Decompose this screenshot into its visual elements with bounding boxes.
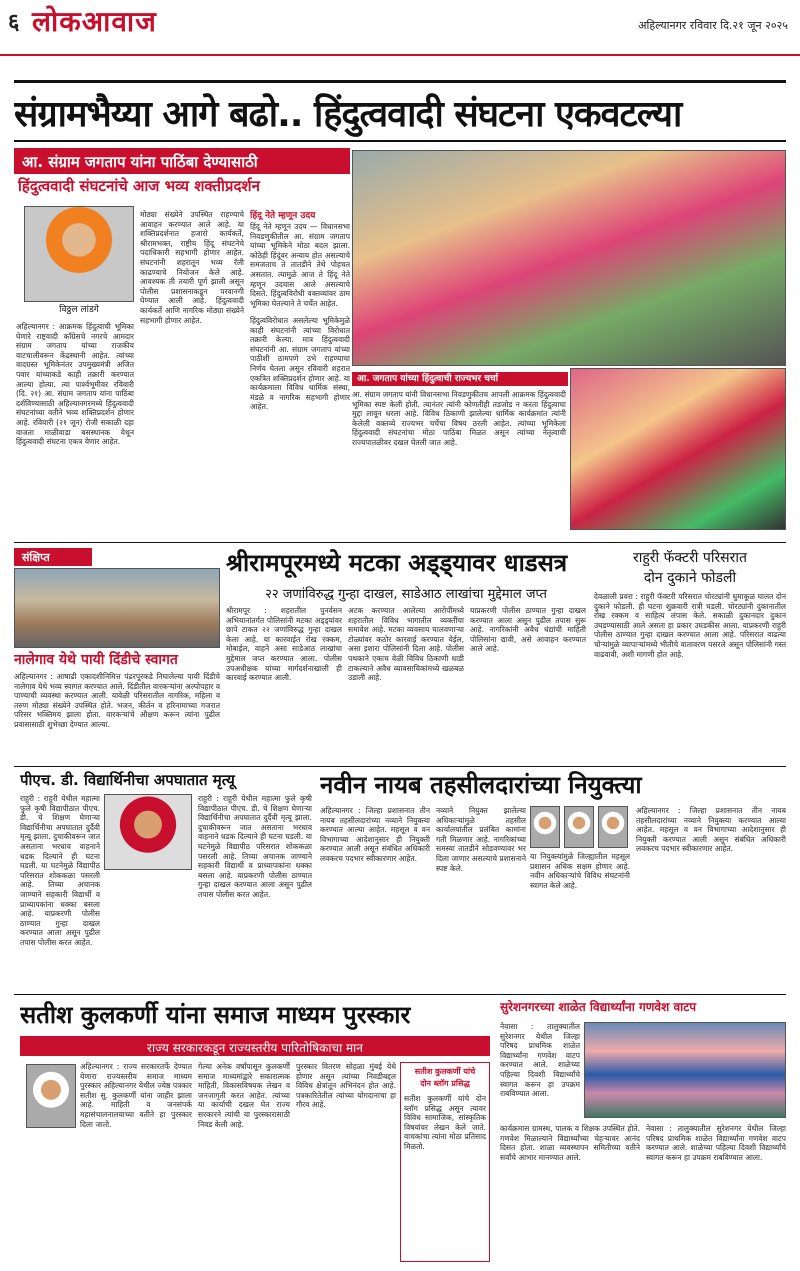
photo-caption: विठ्ठल लांडगे	[24, 302, 134, 316]
blog-box-heading-1: सतीश कुलकर्णी यांचे	[414, 1067, 476, 1076]
school-column-3: नेवासा : तालुक्यातील सुरेशनगर येथील जिल्हा परिषद प्राथमिक शाळेत विद्यार्थ्यांना गणवेश वाटप करण्यात आले. शाळेच्या पहिल्या दिवशी विद्यार्थ्यांचे स्वागत करून हा उपक्रम राबविण्यात आला.	[646, 1124, 786, 1162]
shrirampur-subheadline: २२ जणांविरुद्ध गुन्हा दाखल, साडेआठ लाखांचा मुद्देमाल जप्त	[265, 587, 547, 602]
rahuri-text: देवळाली प्रवरा : राहुरी फॅक्टरी परिसरात चोरट्यांनी धुमाकूळ घालत दोन दुकाने फोडली. ही घटना शुक्रवारी रात्री घडली. चोरट्यांनी दुकानातील रोख रक्कम व साहित्य लंपास केले. सकाळी दुकानदार दुकान उघडण्यासाठी आले असता हा प्रकार उघडकीस आला. याप्रकरणी राहुरी पोलीस ठाण्यात गुन्हा दाखल करण्यात आला आहे. परिसरात वाढत्या चोऱ्यांमुळे व्यापाऱ्यांमध्ये भीतीचे वातावरण पसरले असून पोलिसांनी गस्त वाढवावी, अशी मागणी होत आहे.	[594, 592, 786, 659]
lead-subheadline-2: हिंदुत्ववादी संघटनांचे आज भव्य शक्तीप्रदर्शन	[18, 177, 260, 195]
student-photo	[104, 794, 192, 870]
satish-headline: सतीश कुलकर्णी यांना समाज माध्यम पुरस्कार	[20, 1001, 411, 1029]
section-rule-2	[14, 766, 786, 767]
lead-subheadline-1: आ. संग्राम जगताप यांना पाठिंबा देण्यासाठी	[14, 148, 350, 174]
sankshipt-headline: नालेगाव येथे पायी दिंडीचे स्वागत	[14, 652, 178, 668]
school-column-2: कार्यक्रमास ग्रामस्थ, पालक व शिक्षक उपस्थित होते. गणवेश मिळाल्याने विद्यार्थ्यांच्या चेहऱ्यावर आनंद दिसत होता. शाळा व्यवस्थापन समितीच्या वतीने सर्वांचे आभार मानण्यात आले.	[500, 1124, 640, 1162]
blog-box-text: सतीश कुलकर्णी यांचे दोन ब्लॉग प्रसिद्ध असून त्यावर विविध सामाजिक, सांस्कृतिक विषयांवर लेखन केले जाते. वाचकांचा त्यांना मोठा प्रतिसाद मिळतो.	[404, 1094, 486, 1151]
phd-column-1: राहुरी : राहुरी येथील महात्मा फुले कृषी विद्यापीठात पीएच. डी. चे शिक्षण घेणाऱ्या विद्यार्थिनीचा अपघातात दुर्दैवी मृत्यू झाला. दुचाकीवरून जात असताना भरधाव वाहनाने धडक दिल्याने ही घटना घडली. या घटनेमुळे विद्यापीठ परिसरात शोककळा पसरली आहे. तिच्या अचानक जाण्याने सहकारी विद्यार्थी व प्राध्यापकांना धक्का बसला आहे. याप्रकरणी पोलीस ठाण्यात गुन्हा दाखल करण्यात आला असून पुढील तपास पोलीस करत आहेत.	[20, 794, 100, 947]
lead-column-4: हिंदुत्वविरोधात असलेल्या भूमिकेमुळे काही संघटनांनी त्यांच्या विरोधात तक्रारी केल्या. मात्र हिंदुत्ववादी संघटनांनी आ. संग्राम जगताप यांच्या पाठीशी ठामपणे उभे राहण्याचा निर्णय घेतला असून रविवारी शहरात एकत्रित शक्तिप्रदर्शन होणार आहे. या कार्यक्रमाला विविध धार्मिक संस्था, मंडळे व नागरिक सहभागी होणार आहेत.	[250, 316, 350, 412]
tahsildar-headline: नवीन नायब तहसीलदारांच्या नियुक्त्या	[320, 771, 642, 799]
tahsildar-column-2: नव्याने नियुक्त झालेल्या अधिकाऱ्यांमुळे तहसील कार्यालयांतील प्रलंबित कामांना गती मिळणार आहे. नागरिकांच्या समस्या तातडीने सोडवण्यावर भर दिला जाणार असल्याचे प्रशासनाने स्पष्ट केले.	[436, 806, 526, 873]
lead-column-3: हिंदू नेते म्हणून उदय — विधानसभा निवडणुकीतील आ. संग्राम जगताप यांच्या भूमिकेने मोठा बदल झाला. कोठेही हिंदूंवर अन्याय होत असल्याचे समजताच ते तातडीने तेथे पोहचत असतात. त्यामुळे आज ते हिंदू नेते म्हणून उदयास आले असल्याचे दिसते. हिंदुत्वविरोधी वक्तव्यांवर ठाम भूमिका घेतल्याने ते चर्चेत आहेत.	[250, 222, 350, 308]
school-uniform-photo	[584, 1022, 786, 1118]
phd-headline: पीएच. डी. विद्यार्थिनीचा अपघातात मृत्यू	[20, 771, 235, 789]
tahsildar-photo-2	[564, 806, 594, 848]
school-column-1: नेवासा : तालुक्यातील सुरेशनगर येथील जिल्हा परिषद प्राथमिक शाळेत विद्यार्थ्यांना गणवेश वाटप करण्यात आले. शाळेच्या पहिल्या दिवशी विद्यार्थ्यांचे स्वागत करून हा उपक्रम राबविण्यात आला.	[500, 1022, 580, 1099]
page-number: ६	[8, 9, 20, 35]
rahuri-headline-1: राहुरी फॅक्टरी परिसरात	[633, 550, 747, 566]
box-text: आ. संग्राम जगताप यांनी विधानसभा निवडणुकीतच आपली आक्रमक हिंदुत्ववादी भूमिका स्पष्ट केली होती. त्यानंतर त्यांनी कोणतीही तडजोड न करता हिंदुत्वाचा मुद्दा लावून धरला आहे. विविध ठिकाणी झालेल्या धार्मिक कार्यक्रमांत त्यांनी केलेली वक्तव्ये राज्यभर चर्चेचा विषय ठरली आहेत. त्यांच्या भूमिकेला हिंदुत्ववादी संघटनांचा मोठा पाठिंबा मिळत असून त्यांच्या नेतृत्वाची राज्यपातळीवर दखल घेतली जात आहे.	[352, 390, 566, 447]
lead-headline: संग्रामभैय्या आगे बढो.. हिंदुत्ववादी संघटना एकवटल्या	[14, 94, 682, 135]
section-rule	[14, 542, 786, 543]
dateline: अहिल्यानगर रविवार दि.२१ जून २०२५	[638, 19, 788, 32]
rahuri-headline-2: दोन दुकाने फोडली	[643, 570, 737, 586]
lead-inline-heading: हिंदू नेते म्हणून उदय	[250, 211, 316, 220]
lead-column-2: मोठ्या संख्येने उपस्थित राहण्याचे आवाहन करण्यात आले आहे. या शक्तिप्रदर्शनात हजारो कार्यकर्ते, श्रीरामभक्त, राष्ट्रीय हिंदू संघटनेचे पदाधिकारी सहभागी होणार आहेत. संघटनांनी शहरातून भव्य रॅली काढण्याचे नियोजन केले आहे. आवश्यक ती तयारी पूर्ण झाली असून पोलीस प्रशासनाकडून परवानगी घेण्यात आली आहे. हिंदुत्ववादी कार्यकर्ते आणि नागरिक मोठ्या संख्येने सहभागी होणार आहेत.	[140, 210, 244, 325]
lead-column-1: अहिल्यानगर : आक्रमक हिंदुत्वाची भूमिका घेणारे राष्ट्रवादी काँग्रेसचे नगरचे आमदार संग्राम जगताप यांच्या राजकीय वाटचालीवरून केंद्रस्थानी आहेत. त्यांच्या वादग्रस्त भूमिकेनंतर उपमुख्यमंत्री अजित पवार यांच्याकडे काही तक्रारी करण्यात आल्या होत्या. त्या पार्श्वभूमीवर रविवारी (दि. २१) आ. संग्राम जगताप यांना पाठिंबा दर्शविण्यासाठी अहिल्यानगरमध्ये हिंदुत्ववादी संघटनांच्या वतीने भव्य शक्तिप्रदर्शन होणार आहे. रविवारी (२१ जून) रोजी सकाळी दहा वाजता माळीवाडा बसस्थानक येथून हिंदुत्ववादी संघटना एकत्र येणार आहेत.	[16, 322, 134, 447]
sankshipt-text: अहिल्यानगर : आषाढी एकादशीनिमित्त पंढरपूरकडे निघालेल्या पायी दिंडीचे नालेगाव येथे भव्य स्वागत करण्यात आले. दिंडीतील वारकऱ्यांना अल्पोपहार व पाण्याची व्यवस्था करण्यात आली. यावेळी परिसरातील नागरिक, महिला व तरुण मोठ्या संख्येने उपस्थित होते. भजन, कीर्तन व हरिनामाच्या गजरात परिसर भक्तिमय झाला होता. वारकऱ्यांचे औक्षण करून त्यांना पुढील प्रवासासाठी शुभेच्छा देण्यात आल्या.	[14, 672, 220, 729]
jagtap-portrait-photo	[24, 206, 134, 302]
dindi-photo	[14, 568, 220, 648]
rally-photo	[352, 150, 786, 366]
box-heading: आ. जगताप यांच्या हिंदुत्वाची राज्यभर चर्चा	[352, 372, 568, 386]
shrirampur-headline: श्रीरामपूरमध्ये मटका अड्ड्यावर धाडसत्र	[226, 549, 568, 577]
headline-top-rule	[14, 80, 786, 83]
satish-subheadline: राज्य सरकारकडून राज्यस्तरीय पारितोषिकाचा मान	[20, 1036, 490, 1056]
satish-column-3: पुरस्कार वितरण सोहळा मुंबई येथे होणार असून त्यांच्या निवडीबद्दल विविध क्षेत्रांतून अभिनंदन होत आहे. पत्रकारितेतील त्यांच्या योगदानाचा हा गौरव आहे.	[296, 1062, 396, 1110]
tahsildar-column-4: अहिल्यानगर : जिल्हा प्रशासनात तीन नायब तहसीलदारांच्या नव्याने नियुक्त्या करण्यात आल्या आहेत. महसूल व वन विभागाच्या आदेशानुसार ही नियुक्ती करण्यात आली असून संबंधित अधिकारी लवकरच पदभार स्वीकारणार आहेत.	[636, 806, 786, 854]
phd-column-2: राहुरी : राहुरी येथील महात्मा फुले कृषी विद्यापीठात पीएच. डी. चे शिक्षण घेणाऱ्या विद्यार्थिनीचा अपघातात दुर्दैवी मृत्यू झाला. दुचाकीवरून जात असताना भरधाव वाहनाने धडक दिल्याने ही घटना घडली. या घटनेमुळे विद्यापीठ परिसरात शोककळा पसरली आहे. तिच्या अचानक जाण्याने सहकारी विद्यार्थी व प्राध्यापकांना धक्का बसला आहे. याप्रकरणी पोलीस ठाण्यात गुन्हा दाखल करण्यात आला असून पुढील तपास पोलीस करत आहेत.	[198, 794, 312, 899]
tahsildar-column-1: अहिल्यानगर : जिल्हा प्रशासनात तीन नायब तहसीलदारांच्या नव्याने नियुक्त्या करण्यात आल्या आहेत. महसूल व वन विभागाच्या आदेशानुसार ही नियुक्ती करण्यात आली असून संबंधित अधिकारी लवकरच पदभार स्वीकारणार आहेत.	[320, 806, 430, 863]
school-headline: सुरेशनगरच्या शाळेत विद्यार्थ्यांना गणवेश वाटप	[500, 1000, 697, 1014]
satish-column-2: गेल्या अनेक वर्षांपासून कुलकर्णी समाज माध्यमांद्वारे सकारात्मक माहिती, विकासविषयक लेखन व जनजागृती करत आहेत. त्यांच्या या कार्याची दखल घेत राज्य सरकारने त्यांची या पुरस्कारासाठी निवड केली आहे.	[198, 1062, 290, 1129]
section-rule-3	[14, 994, 786, 995]
shrirampur-column-1: श्रीरामपूर : शहरातील पुनर्वसन अभियानांतर्गत पोलिसांनी मटका अड्ड्यांवर छापे टाकत २२ जणांविरुद्ध गुन्हा दाखल केला आहे. या कारवाईत रोख रक्कम, मोबाईल, वाहने असा साडेआठ लाखांचा मुद्देमाल जप्त करण्यात आला. पोलीस उपअधीक्षक यांच्या मार्गदर्शनाखाली ही कारवाई करण्यात आली.	[226, 606, 342, 683]
sankshipt-label: संक्षिप्त	[14, 548, 92, 566]
event-photo	[570, 368, 786, 530]
newspaper-logo: लोकआवाज	[32, 5, 157, 38]
headline-bottom-rule	[14, 140, 786, 142]
tahsildar-photo-1	[530, 806, 560, 848]
shrirampur-column-3: याप्रकरणी पोलीस ठाण्यात गुन्हा दाखल करण्यात आला असून पुढील तपास सुरू आहे. नागरिकांनी अवैध धंद्यांची माहिती पोलिसांना द्यावी, असे आवाहन करण्यात आले आहे.	[470, 606, 586, 654]
tahsildar-photo-3	[598, 806, 628, 848]
shrirampur-column-2: अटक करण्यात आलेल्या आरोपींमध्ये शहरातील विविध भागातील व्यक्तींचा समावेश आहे. मटका व्यवसाय चालवणाऱ्या टोळ्यांवर कठोर कारवाई करण्यात येईल, असा इशारा पोलिसांनी दिला आहे. पोलीस पथकाने एकाच वेळी विविध ठिकाणी धाडी टाकल्याने अवैध व्यावसायिकांमध्ये खळबळ उडाली आहे.	[348, 606, 464, 683]
satish-photo	[26, 1064, 76, 1128]
tahsildar-column-3: या नियुक्त्यांमुळे जिल्ह्यातील महसूल प्रशासन अधिक सक्षम होणार आहे. नवीन अधिकाऱ्यांचे विविध संघटनांनी स्वागत केले आहे.	[530, 852, 630, 890]
blog-box-heading-2: दोन ब्लॉग प्रसिद्ध	[420, 1079, 470, 1088]
satish-column-1: अहिल्यानगर : राज्य सरकारतर्फे देण्यात येणारा राज्यस्तरीय समाज माध्यम पुरस्कार अहिल्यानगर येथील ज्येष्ठ पत्रकार सतीश सु. कुलकर्णी यांना जाहीर झाला आहे. माहिती व जनसंपर्क महासंचालनालयाच्या वतीने हा पुरस्कार दिला जातो.	[80, 1062, 192, 1129]
